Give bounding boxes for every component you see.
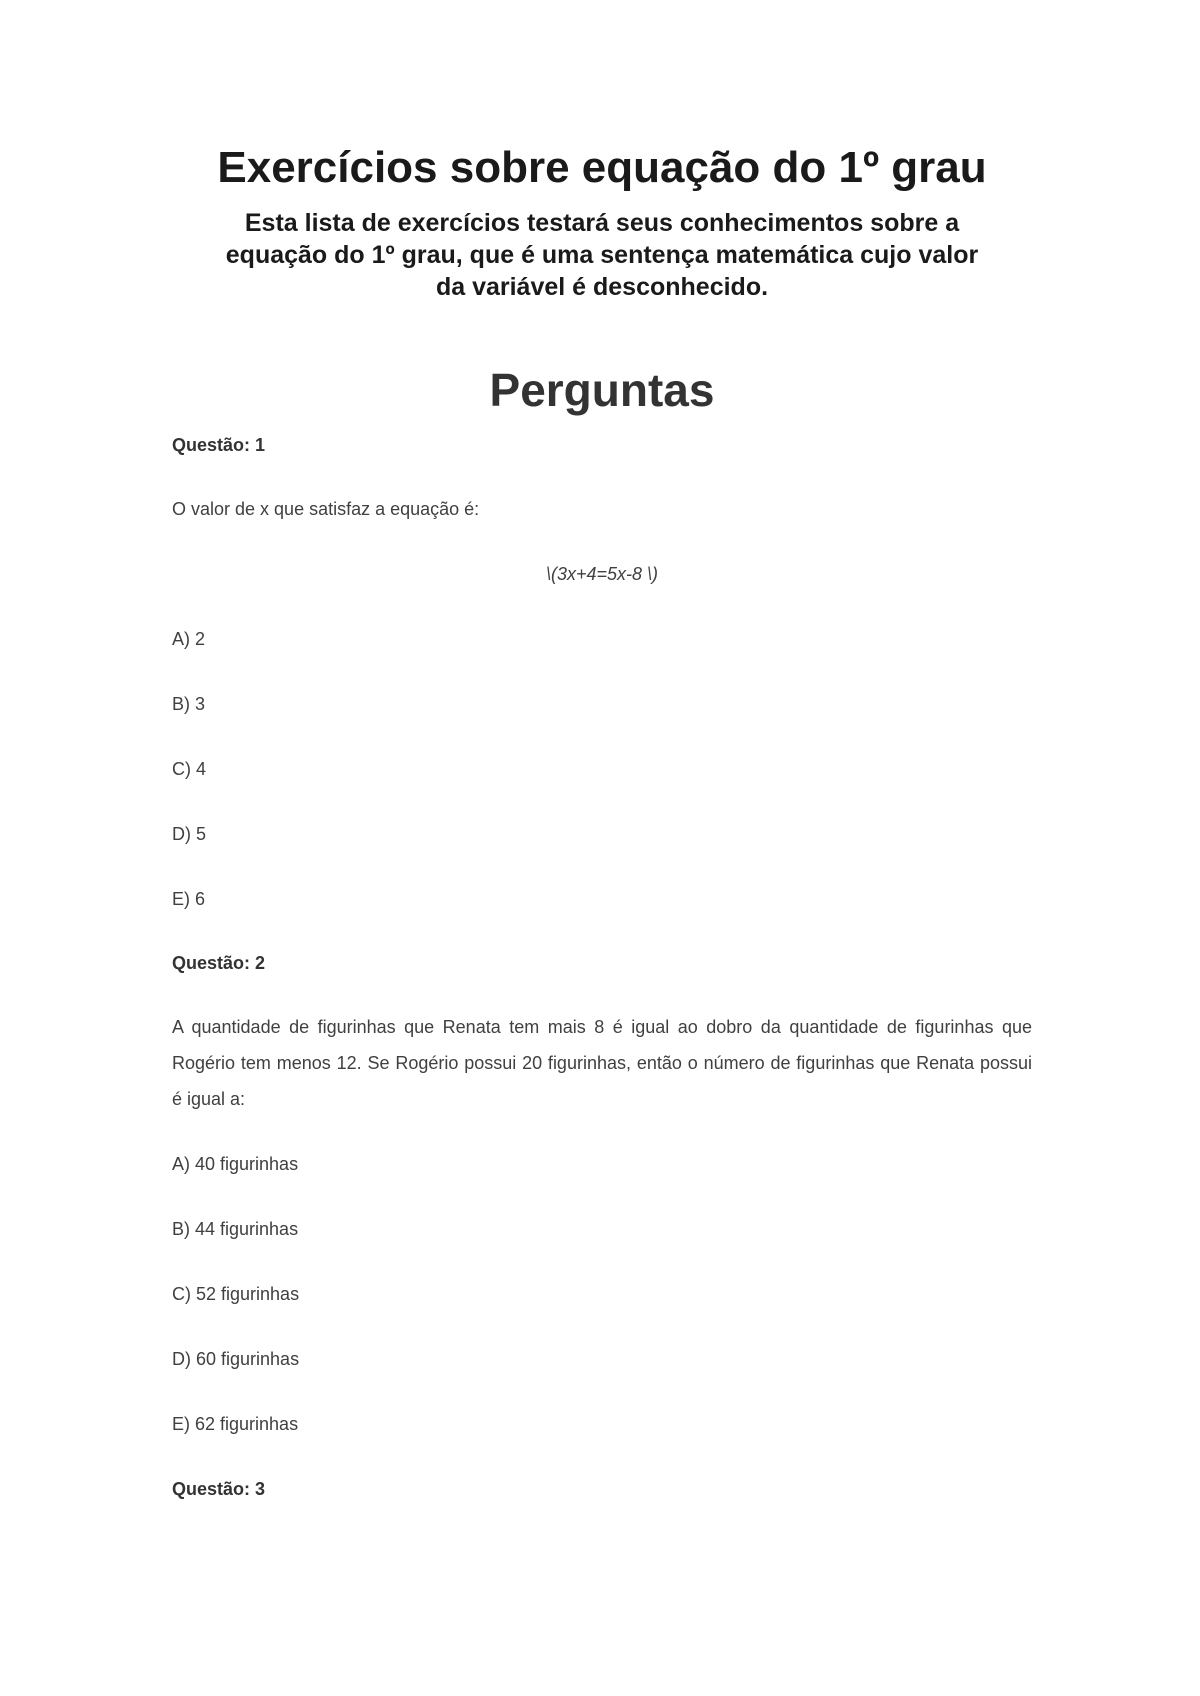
answer-option: D) 5 <box>172 824 207 844</box>
question-label: Questão: 1 <box>172 435 266 455</box>
answer-option: D) 60 figurinhas <box>172 1349 300 1369</box>
answer-option: A) 2 <box>172 629 206 649</box>
page-title: Exercícios sobre equação do 1º grau <box>217 143 987 192</box>
page-subtitle: Esta lista de exercícios testará seus conhecimentos sobre a equação do 1º grau, que é uma sentença matemática cujo valor da variável é desconhecido. <box>225 209 979 301</box>
question-prompt: O valor de x que satisfaz a equação é: <box>172 499 480 519</box>
question-label: Questão: 2 <box>172 953 266 973</box>
answer-option: E) 62 figurinhas <box>172 1414 299 1434</box>
answer-option: B) 3 <box>172 694 206 714</box>
answer-option: C) 4 <box>172 759 207 779</box>
section-heading: Perguntas <box>489 364 715 416</box>
answer-option: B) 44 figurinhas <box>172 1219 299 1239</box>
question-equation: \(3x+4=5x-8 \) <box>545 564 659 584</box>
question-prompt: A quantidade de figurinhas que Renata tem mais 8 é igual ao dobro da quantidade de figurinhas que Rogério tem menos 12. Se Rogério possui 20 figurinhas, então o número de figurinhas que Renata possui é igual a: <box>172 1017 1032 1109</box>
answer-option: E) 6 <box>172 889 206 909</box>
answer-option: C) 52 figurinhas <box>172 1284 300 1304</box>
question-label: Questão: 3 <box>172 1479 266 1499</box>
answer-option: A) 40 figurinhas <box>172 1154 299 1174</box>
